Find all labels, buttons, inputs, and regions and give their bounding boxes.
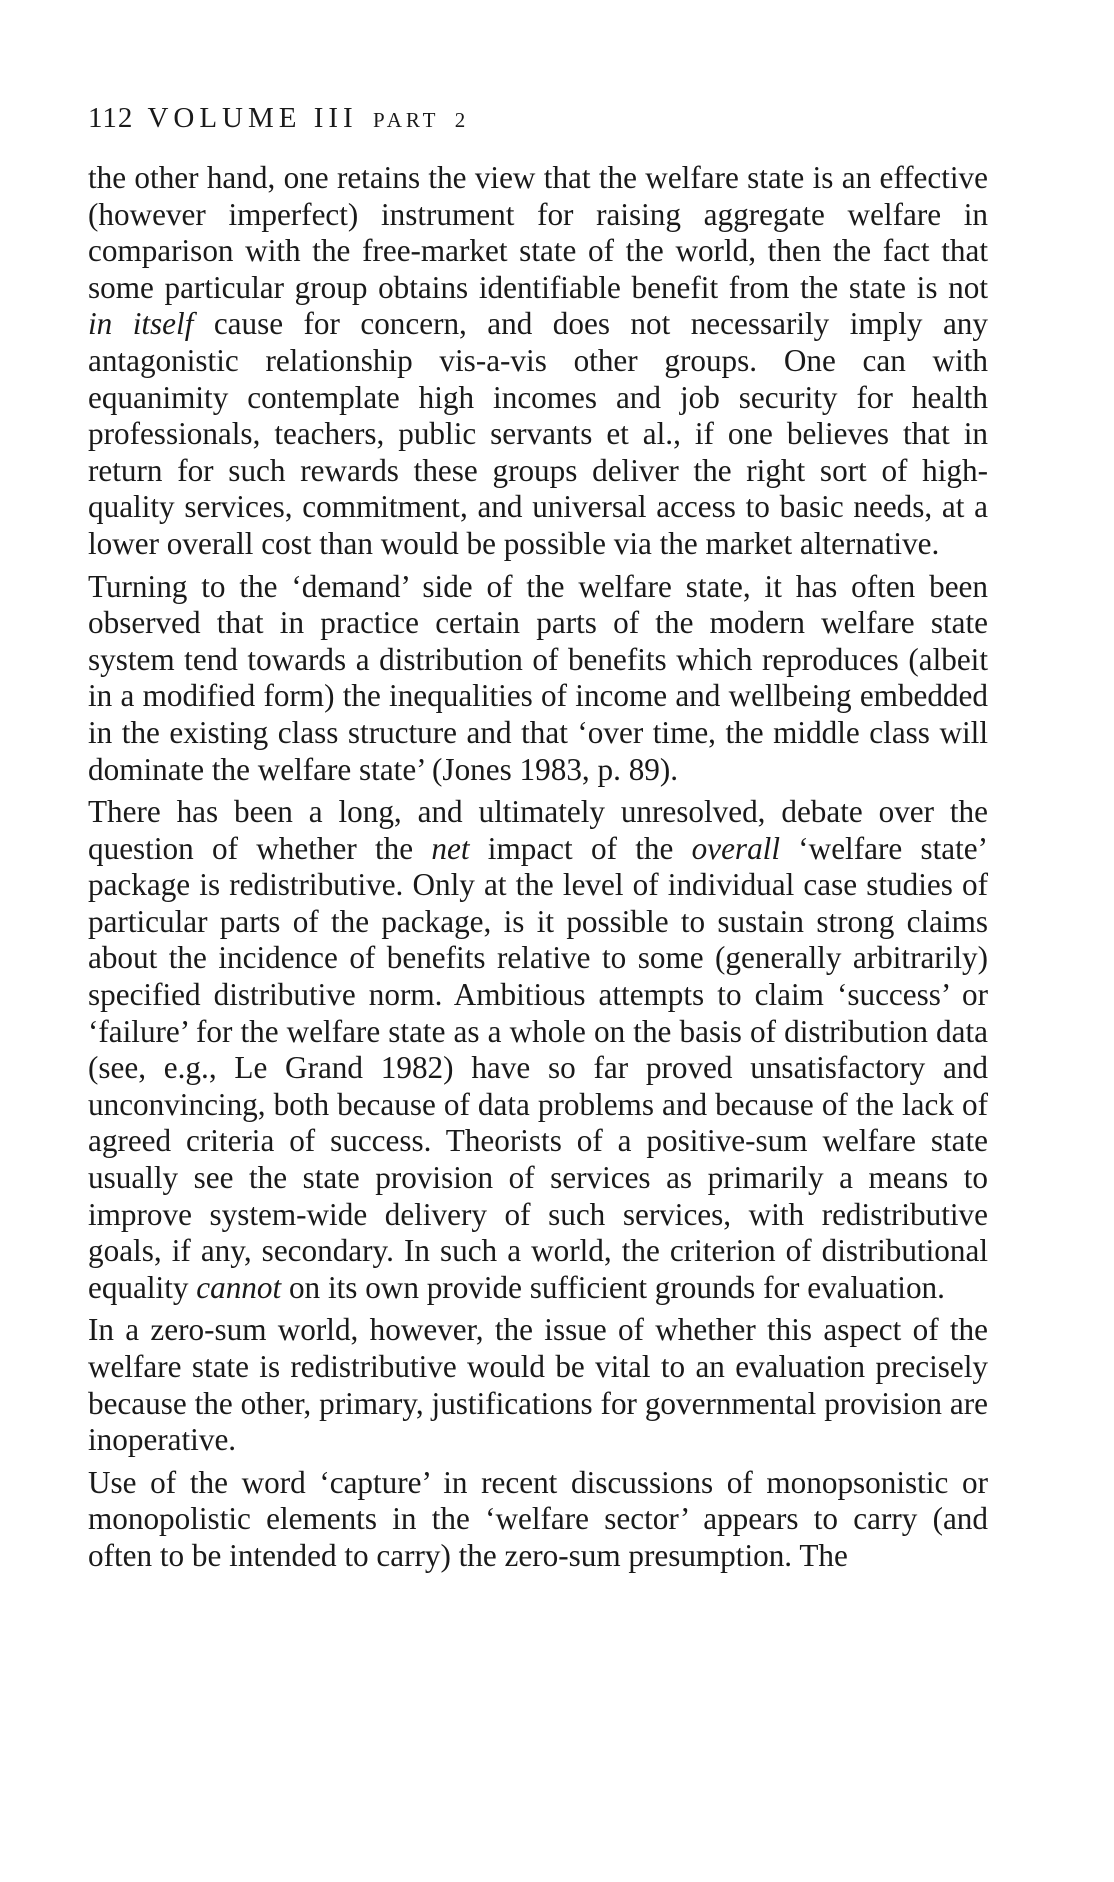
italic-text: in itself [88, 306, 194, 342]
text-run: cause for concern, and does not necessarily imply any antagonistic relationship vis-a-vis other groups. One can with equanimity contemplate high incomes and job security for health professionals, teachers, public servants et al., if one believes that in return for such rewards these groups deliver the right sort of high-quality services, commitment, and universal access to basic needs, at a lower overall cost than would be possible via the market alternative. [88, 306, 988, 561]
text-run: ‘welfare state’ package is redistributive. Only at the level of individual case studies of particular parts of the package, is it possible to sustain strong claims about the incidence of benefits relative to some (generally arbitrarily) specified distributive norm. Ambitious attempts to claim ‘success’ or ‘failure’ for the welfare state as a whole on the basis of distribution data (see, e.g., Le Grand 1982) have so far proved unsatisfactory and unconvincing, both because of data problems and because of the lack of agreed criteria of success. Theorists of a positive-sum welfare state usually see the state provision of services as primarily a means to improve system-wide delivery of such services, with redistributive goals, if any, secondary. In such a world, the criterion of distributional equality [88, 830, 989, 1305]
text-run: Turning to the ‘demand’ side of the welfare state, it has often been observed that in practice certain parts of the modern welfare state system tend towards a distribution of benefits which reproduces (albeit in a modified form) the inequalities of income and wellbeing embedded in the existing class structure and that ‘over time, the middle class will dominate the welfare state’ (Jones 1983, p. 89). [88, 568, 988, 787]
text-run: on its own provide sufficient grounds for evaluation. [281, 1269, 945, 1305]
italic-text: net [431, 830, 470, 866]
page-number: 112 [88, 102, 134, 134]
volume-label: VOLUME III [147, 102, 358, 134]
italic-text: cannot [196, 1269, 282, 1305]
body-text [88, 160, 988, 1575]
text-run: impact of the [469, 830, 692, 866]
book-page [88, 100, 988, 1581]
paragraph [88, 794, 988, 1306]
italic-text: overall [691, 830, 780, 866]
text-run: Use of the word ‘capture’ in recent discussions of monopsonistic or monopolistic elements in the ‘welfare sector’ appears to carry (and often to be intended to carry) the zero-sum presumption. The [88, 1464, 988, 1573]
paragraph [88, 569, 988, 789]
running-head [88, 100, 988, 138]
part-label: PART [372, 108, 440, 132]
paragraph [88, 1312, 988, 1458]
text-run: There has been a long, and ultimately unresolved, debate over the question of whether the [88, 794, 988, 866]
paragraph [88, 160, 988, 563]
text-run: In a zero-sum world, however, the issue of whether this aspect of the welfare state is redistributive would be vital to an evaluation precisely because the other, primary, justifications for governmental provision are inoperative. [88, 1312, 988, 1458]
part-number: 2 [454, 108, 468, 132]
paragraph [88, 1465, 988, 1575]
text-run: the other hand, one retains the view that the welfare state is an effective (however imperfect) instrument for raising aggregate welfare in comparison with the free-market state of the world, then the fact that some particular group obtains identifiable benefit from the state is not [88, 160, 988, 305]
